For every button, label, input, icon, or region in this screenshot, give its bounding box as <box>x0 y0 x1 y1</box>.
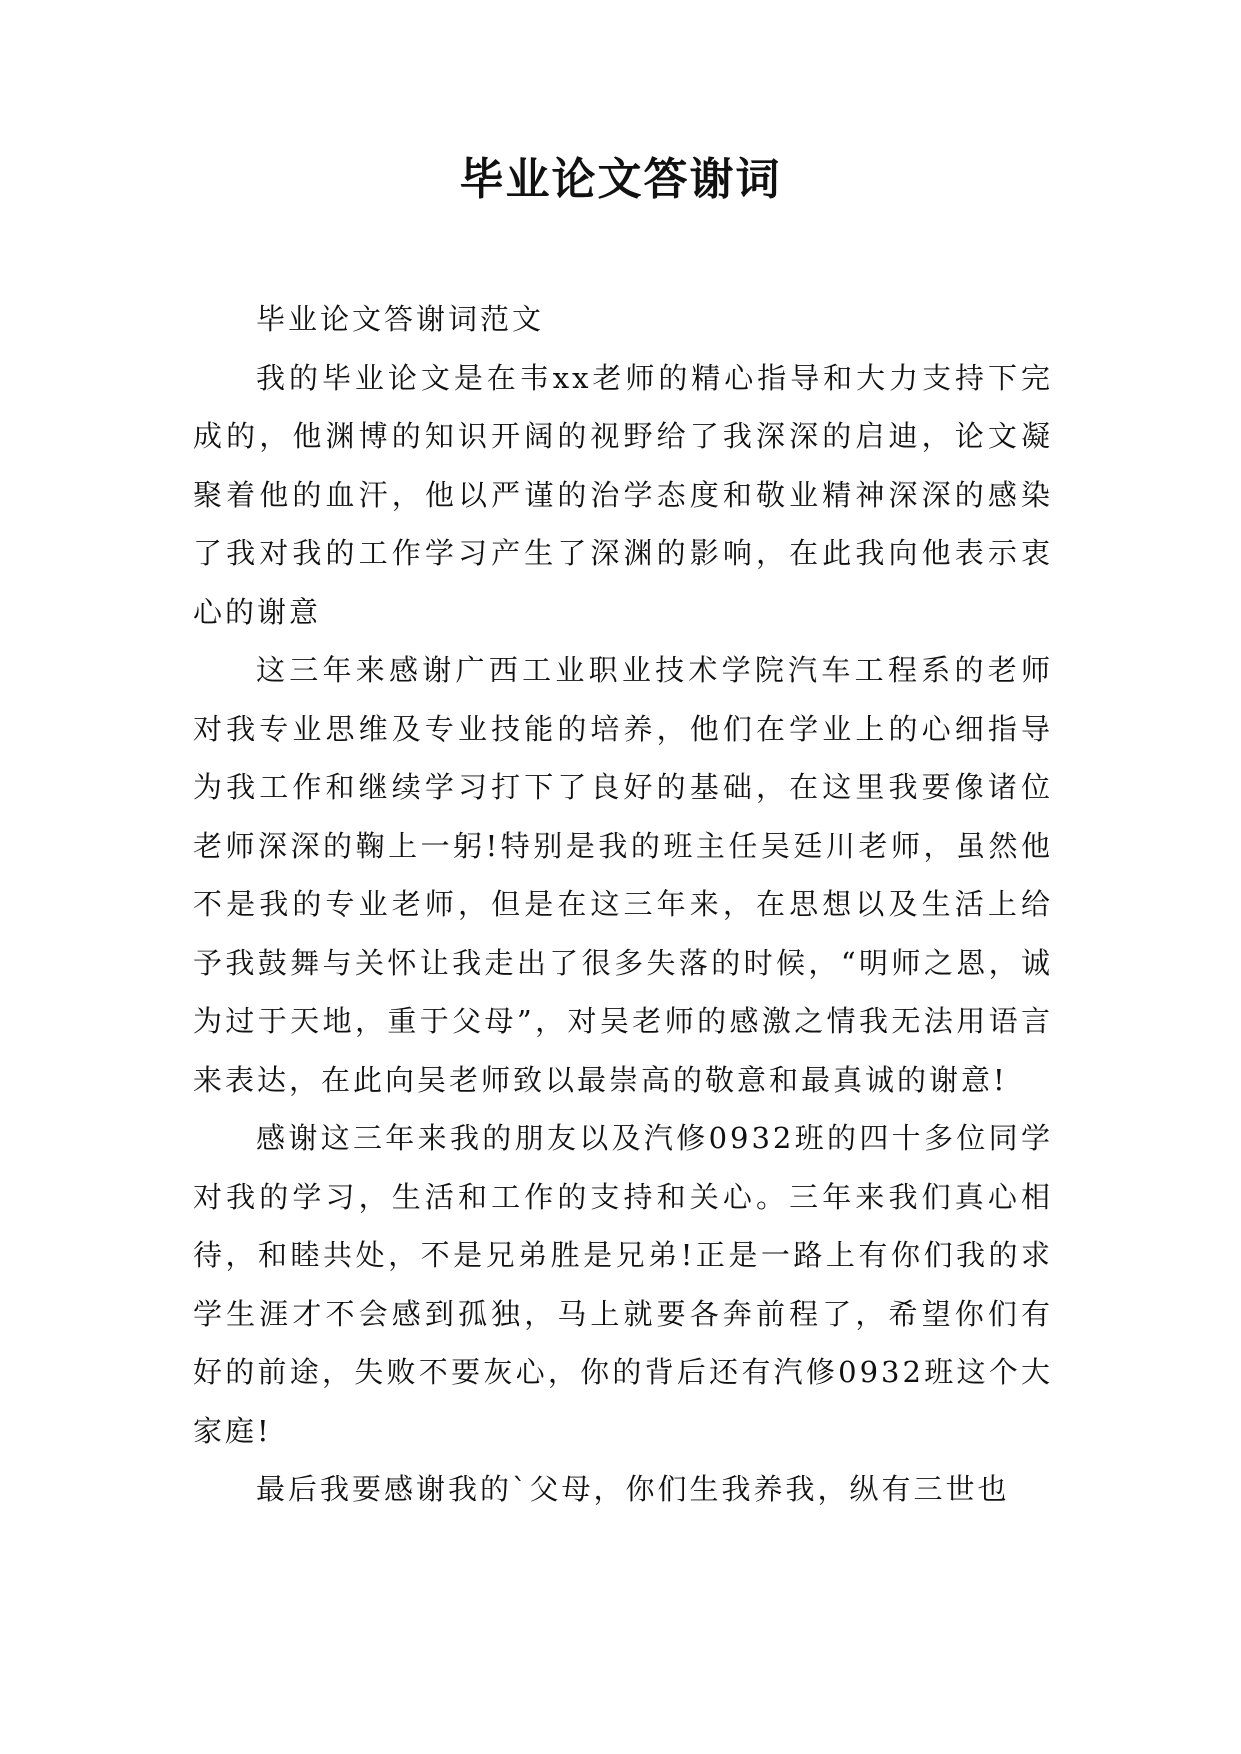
document-body <box>193 290 1053 1519</box>
paragraph-subtitle: 毕业论文答谢词范文 <box>256 302 545 336</box>
paragraph-classmates-thanks: 感谢这三年来我的朋友以及汽修0932班的四十多位同学对我的学习，生活和工作的支持和关心。三年来我们真心相待，和睦共处，不是兄弟胜是兄弟!正是一路上有你们我的求学生涯才不会感到孤独，马上就要各奔前程了，希望你们有好的前途，失败不要灰心，你的背后还有汽修0932班这个大家庭! <box>193 1121 1053 1448</box>
paragraph-parents-thanks: 最后我要感谢我的`父母，你们生我养我，纵有三世也 <box>256 1472 1010 1506</box>
document-title: 毕业论文答谢词 <box>459 154 782 205</box>
paragraph-advisor-thanks: 我的毕业论文是在韦xx老师的精心指导和大力支持下完成的，他渊博的知识开阔的视野给了我深深的启迪，论文凝聚着他的血汗，他以严谨的治学态度和敬业精神深深的感染了我对我的工作学习产生了深渊的影响，在此我向他表示衷心的谢意 <box>193 360 1053 629</box>
paragraph-teachers-thanks: 这三年来感谢广西工业职业技术学院汽车工程系的老师对我专业思维及专业技能的培养，他们在学业上的心细指导为我工作和继续学习打下了良好的基础，在这里我要像诸位老师深深的鞠上一躬!特别是我的班主任吴廷川老师，虽然他不是我的专业老师，但是在这三年来，在思想以及生活上给予我鼓舞与关怀让我走出了很多失落的时候，“明师之恩，诚为过于天地，重于父母”，对吴老师的感激之情我无法用语言来表达，在此向吴老师致以最崇高的敬意和最真诚的谢意! <box>193 653 1053 1097</box>
